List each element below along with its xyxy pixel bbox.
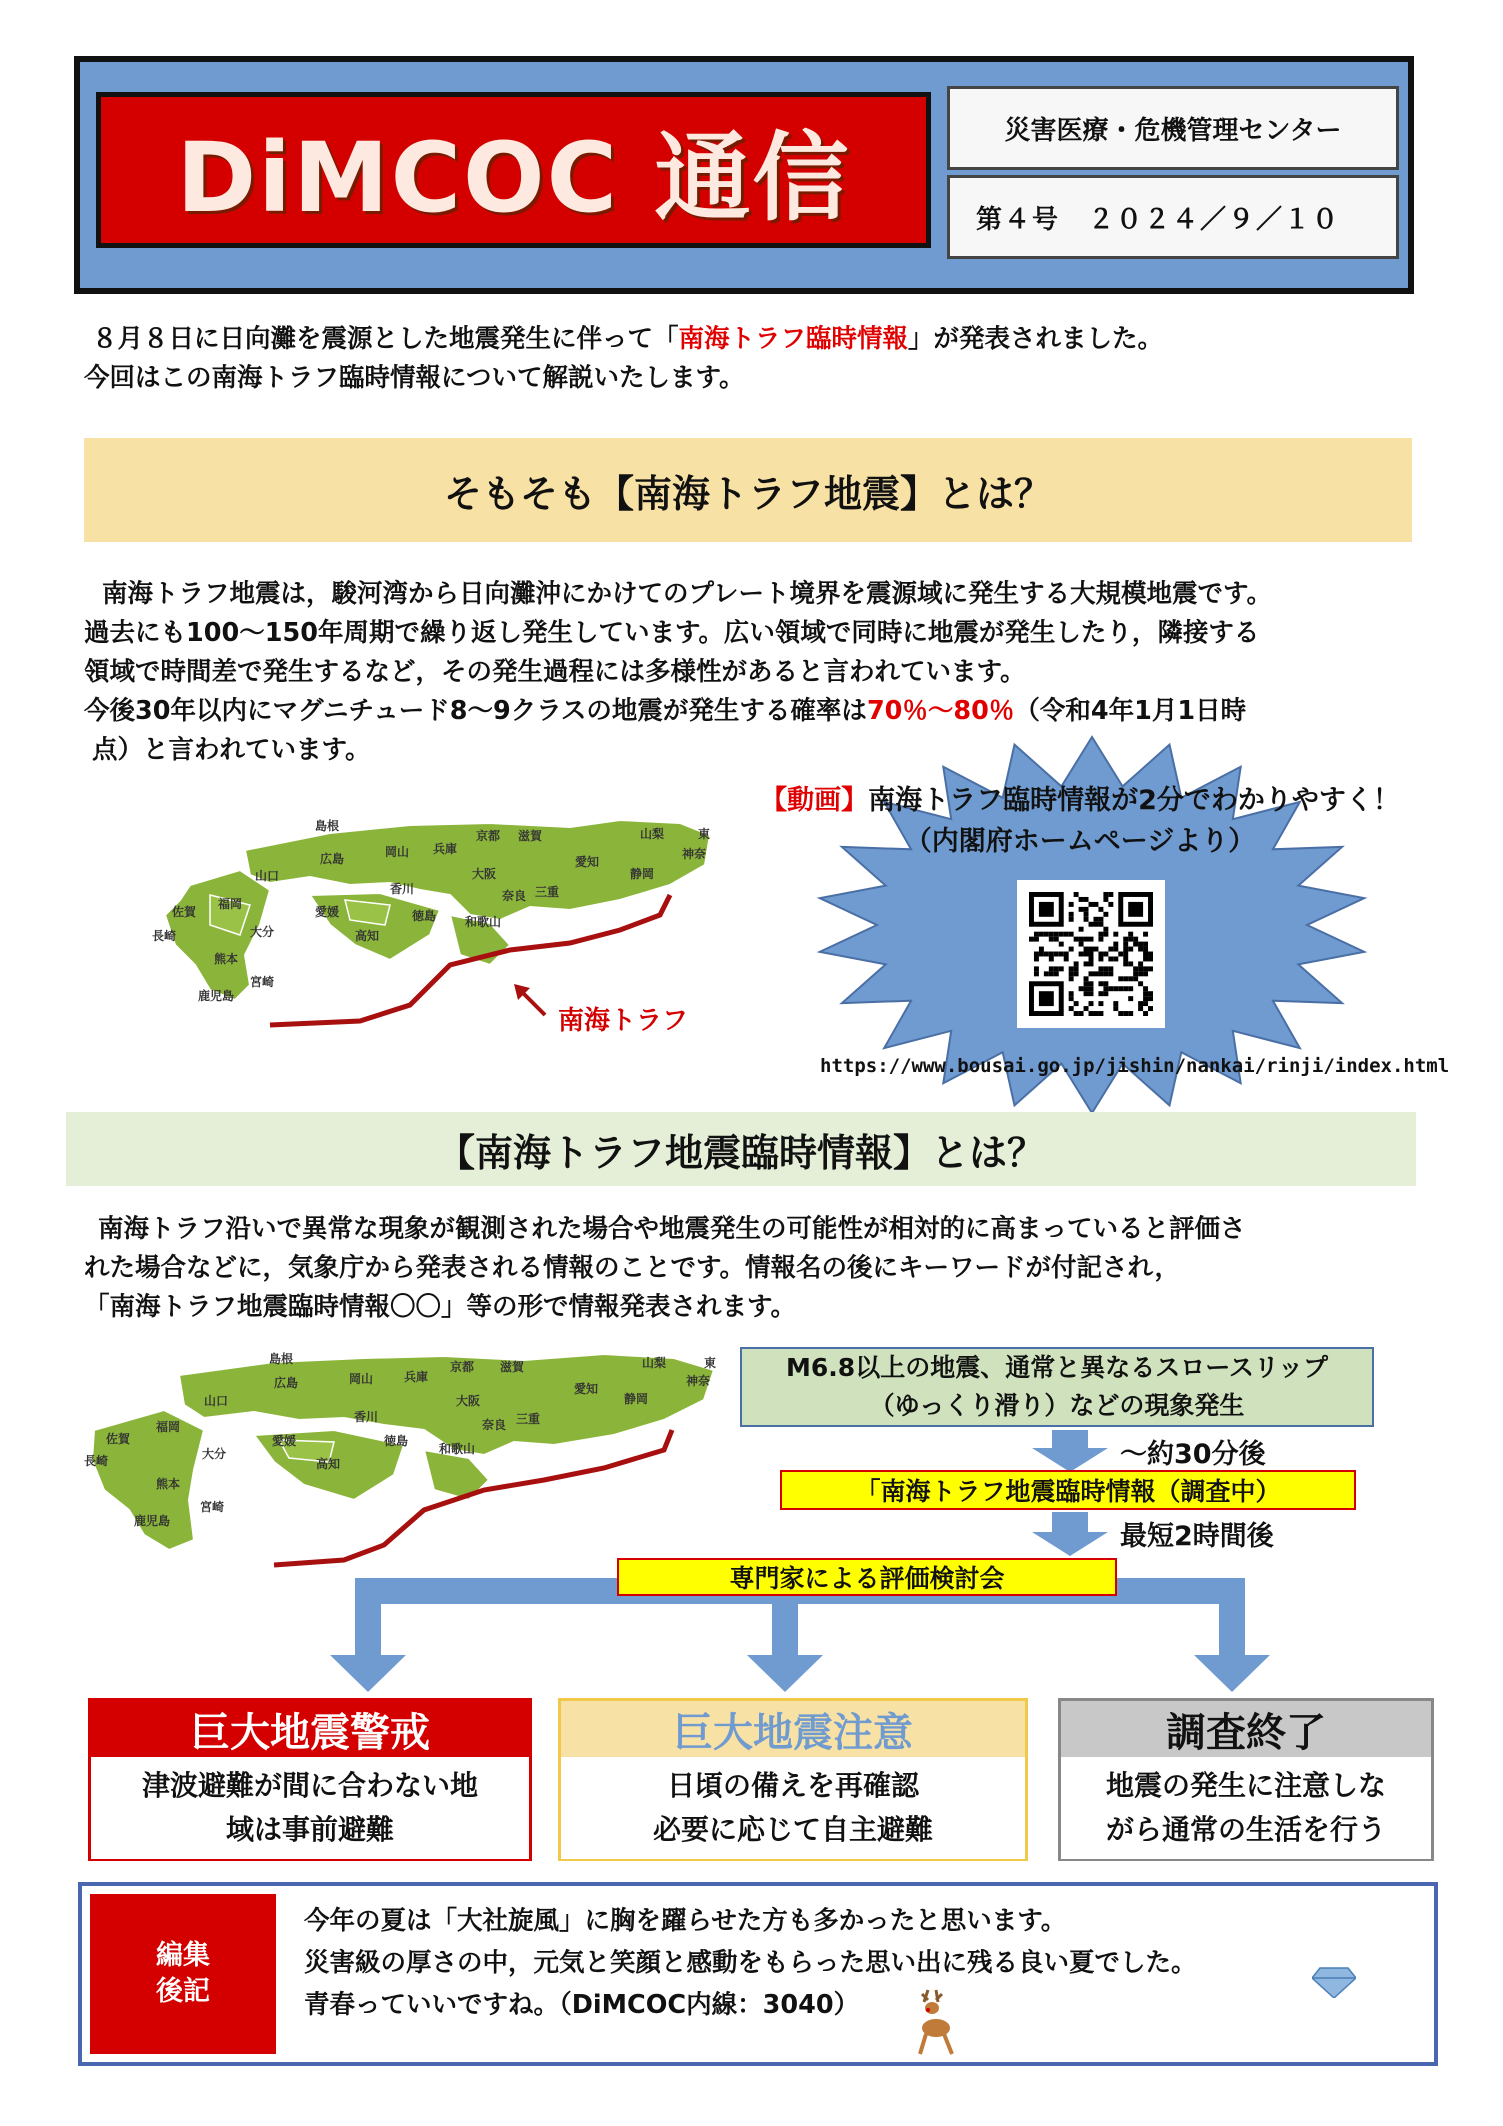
result-line: 地震の発生に注意しな [1105, 1769, 1386, 1802]
video-tag: 【動画】 [760, 785, 869, 816]
intro-highlight: 南海トラフ臨時情報 [678, 324, 909, 354]
prefecture-label: 大阪 [472, 867, 497, 881]
prefecture-label: 高知 [316, 1457, 341, 1471]
result-body [91, 1757, 529, 1859]
result-warning [88, 1698, 532, 1861]
postscript-text [304, 1900, 1197, 2026]
prefecture-label: 和歌山 [439, 1442, 476, 1456]
body-text: 今後30年以内にマグニチュード8～9クラスの地震が発生する確率は [84, 696, 867, 726]
prefecture-label: 愛知 [574, 1382, 599, 1396]
body-line: 点）と言われています。 [92, 735, 371, 765]
intro-text: ８月８日に日向灘を震源とした地震発生に伴って「 [92, 324, 679, 354]
result-advisory [558, 1698, 1028, 1861]
prefecture-label: 岡山 [349, 1372, 374, 1386]
video-url[interactable]: https://www.bousai.go.jp/jishin/nankai/rinji/index.html [820, 1055, 1450, 1077]
prefecture-label: 香川 [354, 1410, 379, 1424]
prefecture-label: 静岡 [630, 867, 655, 881]
prefecture-label: 愛媛 [315, 905, 340, 919]
prefecture-label: 長崎 [84, 1454, 109, 1468]
organization-name: 災害医療・危機管理センター [947, 86, 1399, 170]
prefecture-label: 高知 [355, 929, 380, 943]
prefecture-label: 京都 [476, 829, 501, 843]
prefecture-label: 福岡 [218, 897, 243, 911]
prefecture-label: 福岡 [156, 1420, 181, 1434]
prefecture-label: 奈良 [482, 1418, 507, 1432]
diamond-icon [1312, 1966, 1356, 1998]
prefecture-label: 鹿児島 [134, 1514, 171, 1528]
intro-line-2: 今回はこの南海トラフ臨時情報について解説いたします。 [84, 363, 745, 393]
video-title-line [730, 780, 1430, 821]
body-line: 南海トラフ沿いで異常な現象が観測された場合や地震発生の可能性が相対的に高まっていると評価さ [98, 1214, 1246, 1244]
body-line: 「南海トラフ地震臨時情報〇〇」等の形で情報発表されます。 [84, 1292, 796, 1322]
trough-label: 南海トラフ [558, 1006, 689, 1036]
video-callout [730, 780, 1430, 862]
down-arrow-icon [1030, 1512, 1110, 1556]
header [74, 56, 1414, 294]
prefecture-label: 大分 [250, 925, 275, 939]
prefecture-label: 愛媛 [272, 1434, 297, 1448]
title-box [96, 92, 931, 248]
video-title: 南海トラフ臨時情報が2分でわかりやすく！ [868, 785, 1400, 816]
prefecture-label: 山口 [255, 869, 280, 883]
prefecture-label: 山梨 [642, 1356, 667, 1370]
qr-code-icon [1029, 892, 1153, 1016]
section1-heading: そもそも【南海トラフ地震】とは？ [84, 438, 1412, 542]
condition-line: （ゆっくり滑り）などの現象発生 [869, 1391, 1245, 1420]
section2-heading: 【南海トラフ地震臨時情報】とは？ [66, 1112, 1416, 1186]
section2-body [84, 1210, 1424, 1327]
result-body [561, 1757, 1025, 1859]
probability-highlight: 70％～80％ [866, 696, 1015, 726]
video-source: （内閣府ホームページより） [904, 826, 1256, 857]
result-line: がら通常の生活を行う [1105, 1813, 1386, 1846]
postscript-line: 災害級の厚さの中，元気と笑顔と感動をもらった思い出に残る良い夏でした。 [304, 1948, 1197, 1978]
map-graphic [84, 1350, 724, 1590]
prefecture-label: 神奈 [682, 847, 707, 861]
body-line: れた場合などに，気象庁から発表される情報のことです。情報名の後にキーワードが付記され， [84, 1253, 1180, 1283]
prefecture-label: 山口 [204, 1394, 229, 1408]
trigger-condition-box [740, 1347, 1374, 1427]
label-line: 編集 [156, 1940, 210, 1971]
prefecture-label: 奈良 [502, 889, 527, 903]
reindeer-icon [908, 1986, 964, 2058]
result-line: 必要に応じて自主避難 [652, 1813, 933, 1846]
prefecture-label: 静岡 [624, 1392, 649, 1406]
result-ended [1058, 1698, 1434, 1861]
down-arrow-icon [1030, 1430, 1110, 1472]
body-line: 過去にも100～150年周期で繰り返し発生しています。広い領域で同時に地震が発生したり，隣接する [84, 618, 1260, 648]
prefecture-label: 佐賀 [172, 905, 197, 919]
result-line: 日頃の備えを再確認 [666, 1769, 919, 1802]
newsletter-title: DiMCOC 通信 [176, 121, 851, 234]
label-line: 後記 [156, 1976, 210, 2007]
body-line: 南海トラフ地震は，駿河湾から日向灘沖にかけてのプレート境界を震源域に発生する大規模地震です。 [102, 579, 1272, 609]
prefecture-label: 香川 [390, 882, 415, 896]
delay-note-30min: ～約30分後 [1120, 1439, 1266, 1470]
body-line [84, 692, 1424, 731]
survey-status-box: 「南海トラフ地震臨時情報（調査中） [780, 1470, 1356, 1510]
prefecture-label: 徳島 [412, 909, 437, 923]
intro-line-1 [92, 320, 1163, 359]
arrow-icon [510, 980, 550, 1020]
prefecture-label: 佐賀 [106, 1432, 131, 1446]
prefecture-label: 兵庫 [433, 842, 458, 856]
prefecture-label: 長崎 [152, 929, 177, 943]
intro-text: 」が発表されました。 [908, 324, 1164, 354]
prefecture-label: 滋賀 [500, 1360, 525, 1374]
result-title: 巨大地震警戒 [91, 1701, 529, 1757]
condition-line: M6.8以上の地震、通常と異なるスロースリップ [786, 1353, 1328, 1382]
editor-postscript [78, 1882, 1438, 2066]
result-line: 域は事前避難 [225, 1813, 394, 1846]
expert-review-box: 専門家による評価検討会 [617, 1558, 1117, 1596]
issue-date: 第４号 ２０２４／９／１０ [947, 175, 1399, 259]
prefecture-label: 宮崎 [250, 975, 275, 989]
prefecture-label: 大分 [202, 1447, 227, 1461]
prefecture-label: 滋賀 [518, 829, 543, 843]
prefecture-label: 宮崎 [200, 1500, 225, 1514]
prefecture-label: 広島 [274, 1376, 299, 1390]
body-text: （令和4年1月1日時 [1014, 696, 1247, 726]
prefecture-label: 島根 [315, 819, 340, 833]
result-title: 巨大地震注意 [561, 1701, 1025, 1757]
prefecture-label: 山梨 [640, 827, 665, 841]
body-line: 領域で時間差で発生するなど，その発生過程には多様性があると言われています。 [84, 657, 1026, 687]
prefecture-label: 岡山 [385, 845, 410, 859]
prefecture-label: 島根 [269, 1352, 294, 1366]
postscript-line: 今年の夏は「大社旋風」に胸を躍らせた方も多かったと思います。 [304, 1906, 1067, 1936]
delay-note-2h: 最短2時間後 [1120, 1521, 1274, 1552]
prefecture-label: 京都 [450, 1360, 475, 1374]
prefecture-label: 東 [704, 1356, 717, 1370]
prefecture-label: 徳島 [384, 1434, 409, 1448]
result-body [1061, 1757, 1431, 1859]
qr-code[interactable] [1017, 880, 1165, 1028]
postscript-label [90, 1894, 276, 2054]
prefecture-label: 和歌山 [465, 915, 502, 929]
prefecture-label: 三重 [535, 885, 560, 899]
prefecture-label: 鹿児島 [198, 989, 235, 1003]
prefecture-label: 愛知 [575, 855, 600, 869]
prefecture-label: 三重 [516, 1412, 541, 1426]
prefecture-label: 兵庫 [404, 1370, 429, 1384]
postscript-line: 青春っていいですね。（DiMCOC内線：3040） [304, 1990, 860, 2020]
prefecture-label: 東 [698, 827, 711, 841]
prefecture-label: 熊本 [156, 1477, 181, 1491]
prefecture-label: 熊本 [214, 952, 239, 966]
result-title: 調査終了 [1061, 1701, 1431, 1757]
result-line: 津波避難が間に合わない地 [141, 1769, 478, 1802]
prefecture-label: 大阪 [456, 1394, 481, 1408]
prefecture-label: 神奈 [686, 1374, 711, 1388]
prefecture-label: 広島 [320, 852, 345, 866]
japan-map-2 [84, 1350, 724, 1590]
